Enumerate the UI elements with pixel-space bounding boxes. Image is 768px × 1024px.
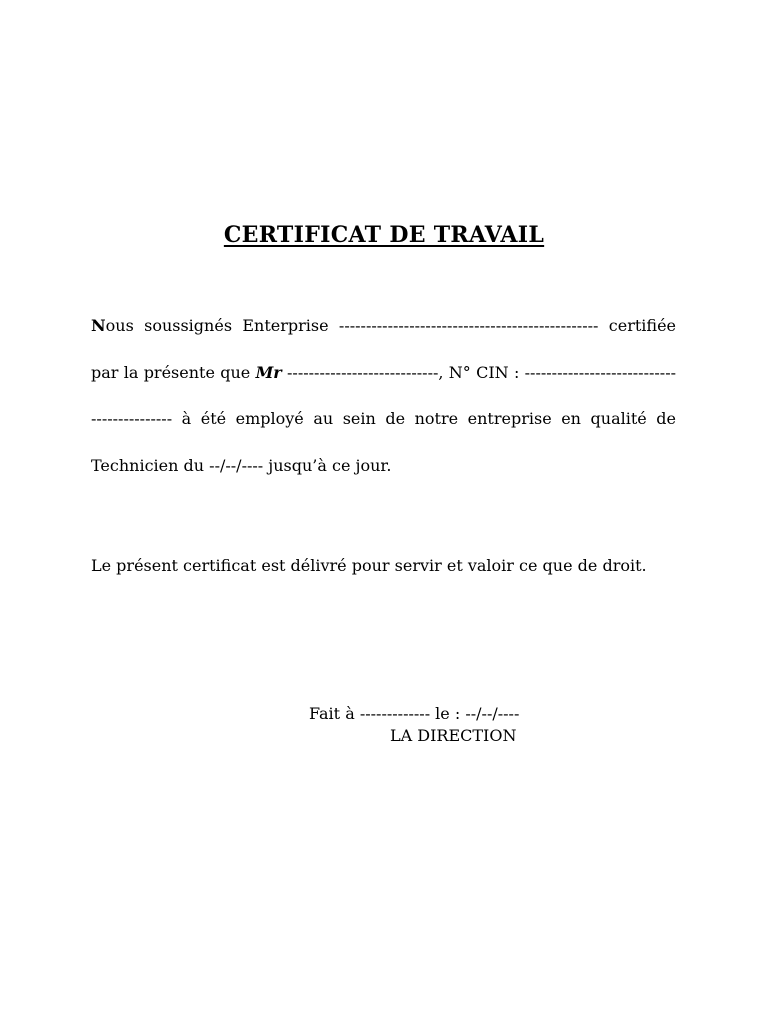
- paragraph-text-part1: ous soussignés Enterprise ------------------------------------------------ certifiée par la présente que: [91, 316, 676, 382]
- signatory-label: LA DIRECTION: [390, 726, 517, 745]
- mr-label: Mr: [255, 362, 282, 382]
- certificate-closing-paragraph: Le présent certificat est délivré pour servir et valoir ce que de droit.: [91, 556, 647, 575]
- certificate-body-paragraph: [91, 303, 676, 489]
- paragraph-text-part2: ----------------------------, N° CIN : ------------------------------------------- à été employé au sein de notre entreprise en qualité de Technicien du --/--/---- jusqu’à ce jour.: [91, 362, 677, 475]
- paragraph-initial-letter: N: [91, 316, 106, 335]
- document-title-text: CERTIFICAT DE TRAVAIL: [223, 222, 545, 248]
- document-title: [0, 222, 768, 248]
- place-date-line: Fait à ------------- le : --/--/----: [309, 704, 520, 723]
